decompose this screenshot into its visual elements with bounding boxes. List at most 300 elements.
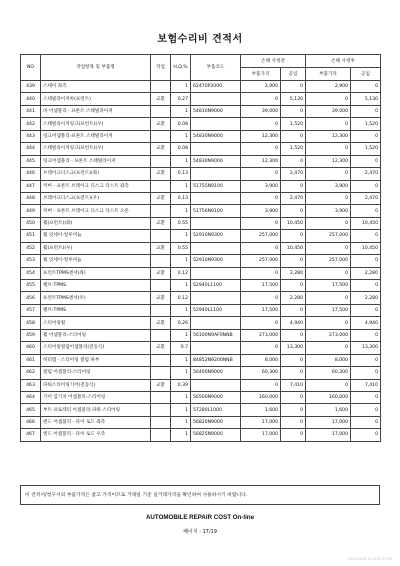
cell-code xyxy=(191,143,241,155)
cell-bl: 2,470 xyxy=(281,192,306,204)
cell-bp: 2,900 xyxy=(241,81,281,93)
cell-no: 448 xyxy=(21,192,41,204)
cell-bp: 12,300 xyxy=(241,130,281,142)
cell-no: 461 xyxy=(21,354,41,366)
table-row xyxy=(21,118,381,130)
cell-bl: 7,410 xyxy=(281,379,306,391)
cell-action: 교환 xyxy=(151,143,171,155)
table-row xyxy=(21,180,381,192)
cell-ap: 17,500 xyxy=(306,304,351,316)
cell-action: 교환 xyxy=(151,93,171,105)
cell-hq: 1 xyxy=(171,180,191,192)
footer-title: AUTOMOBILE REPAIR COST On-line xyxy=(145,514,255,521)
table-row xyxy=(21,367,381,379)
table-row xyxy=(21,267,381,279)
cell-name: 스티어링컬럼어셈블리(전동식) xyxy=(41,342,151,354)
estimate-table xyxy=(20,54,381,442)
cell-hq: 1 xyxy=(171,329,191,341)
table-row xyxy=(21,255,381,267)
cell-action: 교환 xyxy=(151,379,171,391)
cell-bl: 2,280 xyxy=(281,292,306,304)
cell-bp: 0 xyxy=(241,317,281,329)
cell-code: 52940L1100 xyxy=(191,304,241,316)
cell-bp: 0 xyxy=(241,242,281,254)
cell-ap: 8,000 xyxy=(306,354,351,366)
cell-ap: 2,900 xyxy=(306,81,351,93)
cell-bl: 10,450 xyxy=(281,217,306,229)
cell-no: 444 xyxy=(21,143,41,155)
cell-hq: 0.12 xyxy=(171,292,191,304)
cell-hq: 0.26 xyxy=(171,317,191,329)
cell-bp: 257,000 xyxy=(241,255,281,267)
cell-hq: 1 xyxy=(171,304,191,316)
cell-action: 교환 xyxy=(151,267,171,279)
cell-no: 443 xyxy=(21,130,41,142)
cell-no: 449 xyxy=(21,205,41,217)
cell-ap: 3,900 xyxy=(306,180,351,192)
cell-no: 452 xyxy=(21,242,41,254)
cell-al: 0 xyxy=(351,367,381,379)
cell-code: 52910N9300 xyxy=(191,230,241,242)
cell-bp: 1,600 xyxy=(241,404,281,416)
cell-ap: 0 xyxy=(306,242,351,254)
cell-name: 엔드 어셈블리 - 타이 로드 우측 xyxy=(41,429,151,441)
cell-ap: 1,600 xyxy=(306,404,351,416)
cell-name: 커버 - 프론트 브레이크 디스크 더스트 좌측 xyxy=(41,180,151,192)
cell-action xyxy=(151,429,171,441)
table-row xyxy=(21,304,381,316)
cell-al: 0 xyxy=(351,416,381,428)
cell-al: 2,280 xyxy=(351,267,381,279)
cell-bl: 0 xyxy=(281,81,306,93)
cell-bl: 0 xyxy=(281,354,306,366)
cell-bp: 0 xyxy=(241,192,281,204)
cell-al: 0 xyxy=(351,81,381,93)
cell-al: 0 xyxy=(351,180,381,192)
cell-code: 57280L1000 xyxy=(191,404,241,416)
cell-al: 10,450 xyxy=(351,217,381,229)
cell-bl: 0 xyxy=(281,180,306,192)
cell-hq: 0.55 xyxy=(171,217,191,229)
cell-name: 브레이크디스크(프런트)(우) xyxy=(41,192,151,204)
header-before-assessment: 손해 사정전 xyxy=(241,55,306,68)
cell-al: 2,280 xyxy=(351,292,381,304)
cell-no: 447 xyxy=(21,180,41,192)
cell-ap: 3,900 xyxy=(306,205,351,217)
cell-bp: 160,000 xyxy=(241,391,281,403)
cell-hq: 0.55 xyxy=(171,242,191,254)
cell-ap: 0 xyxy=(306,168,351,180)
cell-no: 459 xyxy=(21,329,41,341)
cell-ap: 0 xyxy=(306,192,351,204)
cell-bl: 10,450 xyxy=(281,242,306,254)
cell-name: 프런트TPMS센서(좌) xyxy=(41,267,151,279)
table-row xyxy=(21,217,381,229)
cell-ap: 257,000 xyxy=(306,230,351,242)
cell-code: 62470P2000 xyxy=(191,81,241,93)
cell-name: 스테이 좌측 xyxy=(41,81,151,93)
table-row xyxy=(21,354,381,366)
cell-code: 56500N9000 xyxy=(191,391,241,403)
cell-code: 56825N9000 xyxy=(191,429,241,441)
cell-action: 교환 xyxy=(151,317,171,329)
cell-code: 52910N9300 xyxy=(191,255,241,267)
cell-hq: 1 xyxy=(171,367,191,379)
cell-code xyxy=(191,118,241,130)
cell-no: 462 xyxy=(21,367,41,379)
cell-name: 스티어링휠 xyxy=(41,317,151,329)
cell-hq: 0.7 xyxy=(171,342,191,354)
cell-ap: 0 xyxy=(306,342,351,354)
cell-bl: 0 xyxy=(281,155,306,167)
cell-bp: 0 xyxy=(241,292,281,304)
cell-name: 휠 어셈블리-스티어링 xyxy=(41,329,151,341)
cell-bl: 2,280 xyxy=(281,267,306,279)
header-before-labor: 공임 xyxy=(281,68,306,81)
cell-hq: 1 xyxy=(171,155,191,167)
cell-no: 442 xyxy=(21,118,41,130)
header-hqty: H,Q,% xyxy=(171,55,191,81)
header-after-labor: 공임 xyxy=(351,68,381,81)
header-no: NO xyxy=(21,55,41,81)
cell-no: 460 xyxy=(21,342,41,354)
cell-bl: 1,520 xyxy=(281,118,306,130)
cell-bl: 0 xyxy=(281,230,306,242)
cell-action xyxy=(151,130,171,142)
cell-bp: 0 xyxy=(241,93,281,105)
cell-bp: 0 xyxy=(241,267,281,279)
table-row xyxy=(21,317,381,329)
cell-ap: 0 xyxy=(306,143,351,155)
cell-action: 교환 xyxy=(151,168,171,180)
cell-name: 링크어셈블리 - 프론트 스태빌라이저 xyxy=(41,155,151,167)
cell-code xyxy=(191,342,241,354)
cell-hq: 1 xyxy=(171,105,191,117)
cell-al: 0 xyxy=(351,329,381,341)
cell-hq: 0.27 xyxy=(171,93,191,105)
cell-hq: 1 xyxy=(171,429,191,441)
cell-al: 0 xyxy=(351,429,381,441)
cell-code: 54810N9000 xyxy=(191,105,241,117)
cell-ap: 60,300 xyxy=(306,367,351,379)
cell-name: 스테빌라이저바(프런트) xyxy=(41,93,151,105)
cell-code xyxy=(191,217,241,229)
cell-action xyxy=(151,180,171,192)
cell-bp: 0 xyxy=(241,118,281,130)
cell-bl: 5,130 xyxy=(281,93,306,105)
cell-code: 84852N9200NNB xyxy=(191,354,241,366)
cell-ap: 0 xyxy=(306,93,351,105)
cell-bp: 273,000 xyxy=(241,329,281,341)
cell-code xyxy=(191,379,241,391)
cell-bl: 0 xyxy=(281,205,306,217)
table-row xyxy=(21,130,381,142)
cell-name: 파워스티어링기어(전동식) xyxy=(41,379,151,391)
cell-al: 0 xyxy=(351,404,381,416)
cell-action: 교환 xyxy=(151,292,171,304)
cell-bp: 0 xyxy=(241,342,281,354)
table-row xyxy=(21,143,381,155)
cell-no: 454 xyxy=(21,267,41,279)
cell-action xyxy=(151,329,171,341)
cell-hq: 0.39 xyxy=(171,379,191,391)
cell-name: 휠 잇세이-알루미늄 xyxy=(41,230,151,242)
cell-ap: 39,000 xyxy=(306,105,351,117)
cell-name: 휠(프런트)(좌) xyxy=(41,217,151,229)
cell-name: 밸브-TPMS xyxy=(41,280,151,292)
cell-ap: 257,000 xyxy=(306,255,351,267)
cell-action: 교환 xyxy=(151,118,171,130)
cell-name: 링크어셈블리-프론트 스태빌라이저 xyxy=(41,130,151,142)
cell-name: 커버 - 프론트 브레이크 디스크 더스트 오른 xyxy=(41,205,151,217)
header-after-assessment: 손해 사정후 xyxy=(306,55,381,68)
cell-name: 휠(프런트)(우) xyxy=(41,242,151,254)
cell-hq: 1 xyxy=(171,416,191,428)
cell-name: 브레이크디스크(프런트)(좌) xyxy=(41,168,151,180)
cell-action xyxy=(151,255,171,267)
cell-al: 0 xyxy=(351,280,381,292)
cell-code: 54830N9000 xyxy=(191,155,241,167)
cell-no: 450 xyxy=(21,217,41,229)
cell-no: 456 xyxy=(21,292,41,304)
page-title: 보험수리비 견적서 xyxy=(157,34,243,45)
cell-bp: 12,300 xyxy=(241,155,281,167)
cell-bp: 8,000 xyxy=(241,354,281,366)
cell-al: 1,520 xyxy=(351,143,381,155)
table-row xyxy=(21,81,381,93)
header-after-parts-price: 부품가격 xyxy=(306,68,351,81)
cell-no: 446 xyxy=(21,168,41,180)
cell-bl: 0 xyxy=(281,280,306,292)
cell-no: 451 xyxy=(21,230,41,242)
cell-no: 439 xyxy=(21,81,41,93)
table-row xyxy=(21,93,381,105)
cell-ap: 0 xyxy=(306,267,351,279)
cell-action xyxy=(151,81,171,93)
cell-no: 455 xyxy=(21,280,41,292)
cell-al: 0 xyxy=(351,391,381,403)
page-number: 페이지 : 17/19 xyxy=(183,529,217,535)
cell-bp: 17,000 xyxy=(241,429,281,441)
cell-hq: 1 xyxy=(171,230,191,242)
table-row xyxy=(21,391,381,403)
cell-code: 56400N9000 xyxy=(191,367,241,379)
cell-code: 56820N9000 xyxy=(191,416,241,428)
cell-code: 52940L1100 xyxy=(191,280,241,292)
cell-action xyxy=(151,354,171,366)
table-row xyxy=(21,105,381,117)
cell-action xyxy=(151,404,171,416)
cell-name: 부트 프로텍터 어셈블리-파워 스티어링 xyxy=(41,404,151,416)
table-row xyxy=(21,292,381,304)
cell-al: 2,470 xyxy=(351,192,381,204)
cell-al: 0 xyxy=(351,205,381,217)
table-row xyxy=(21,429,381,441)
cell-action xyxy=(151,280,171,292)
cell-bl: 2,470 xyxy=(281,168,306,180)
cell-hq: 1 xyxy=(171,391,191,403)
cell-al: 0 xyxy=(351,130,381,142)
cell-code xyxy=(191,168,241,180)
cell-ap: 273,000 xyxy=(306,329,351,341)
cell-action: 교환 xyxy=(151,217,171,229)
table-row xyxy=(21,242,381,254)
cell-action: 교환 xyxy=(151,192,171,204)
cell-ap: 12,300 xyxy=(306,130,351,142)
cell-bp: 0 xyxy=(241,143,281,155)
cell-ap: 17,000 xyxy=(306,429,351,441)
cell-bp: 60,300 xyxy=(241,367,281,379)
cell-action xyxy=(151,367,171,379)
cell-no: 466 xyxy=(21,416,41,428)
cell-code: 51755N9100 xyxy=(191,180,241,192)
cell-name: 프런트TPMS센서(우) xyxy=(41,292,151,304)
table-row xyxy=(21,280,381,292)
table-row xyxy=(21,168,381,180)
header-before-parts-price: 부품가격 xyxy=(241,68,281,81)
cell-no: 441 xyxy=(21,105,41,117)
cell-al: 10,450 xyxy=(351,242,381,254)
cell-ap: 17,000 xyxy=(306,416,351,428)
cell-code xyxy=(191,192,241,204)
cell-code: 51756N9100 xyxy=(191,205,241,217)
cell-hq: 0.08 xyxy=(171,118,191,130)
cell-bl: 1,520 xyxy=(281,143,306,155)
cell-no: 463 xyxy=(21,379,41,391)
cell-action xyxy=(151,304,171,316)
cell-al: 0 xyxy=(351,105,381,117)
cell-bl: 0 xyxy=(281,105,306,117)
cell-action: 교환 xyxy=(151,342,171,354)
cell-bp: 39,000 xyxy=(241,105,281,117)
cell-action xyxy=(151,155,171,167)
cell-bl: 0 xyxy=(281,404,306,416)
cell-ap: 0 xyxy=(306,379,351,391)
cell-name: 휠 잇세이-알루미늄 xyxy=(41,255,151,267)
cell-action xyxy=(151,105,171,117)
cell-no: 445 xyxy=(21,155,41,167)
cell-bl: 0 xyxy=(281,130,306,142)
cell-name: 컬럼 어셈블리-스티어링 xyxy=(41,367,151,379)
cell-hq: 1 xyxy=(171,280,191,292)
cell-no: 440 xyxy=(21,93,41,105)
cell-action xyxy=(151,205,171,217)
cell-al: 0 xyxy=(351,304,381,316)
cell-bp: 0 xyxy=(241,379,281,391)
cell-no: 465 xyxy=(21,404,41,416)
cell-hq: 1 xyxy=(171,205,191,217)
cell-hq: 1 xyxy=(171,130,191,142)
cell-bl: 0 xyxy=(281,304,306,316)
table-row xyxy=(21,205,381,217)
cell-ap: 0 xyxy=(306,118,351,130)
cell-code: 54830N9000 xyxy=(191,130,241,142)
price-notice: 이 견적서/청구서의 부품가격은 참고 가격이므로 거래일 기준 실거래가격을 확인하여 사용하시기 바랍니다. xyxy=(20,485,380,505)
cell-al: 1,520 xyxy=(351,118,381,130)
cell-al: 0 xyxy=(351,230,381,242)
table-row xyxy=(21,230,381,242)
table-row xyxy=(21,404,381,416)
cell-ap: 17,500 xyxy=(306,280,351,292)
cell-hq: 0.12 xyxy=(171,267,191,279)
cell-hq: 1 xyxy=(171,255,191,267)
cell-bp: 17,500 xyxy=(241,280,281,292)
table-row xyxy=(21,155,381,167)
cell-name: 히터캡 - 스티어링 컬럼 하부 xyxy=(41,354,151,366)
cell-ap: 0 xyxy=(306,217,351,229)
cell-action: 교환 xyxy=(151,242,171,254)
cell-hq: 1 xyxy=(171,404,191,416)
cell-hq: 1 xyxy=(171,354,191,366)
cell-bp: 3,900 xyxy=(241,205,281,217)
cell-bp: 0 xyxy=(241,217,281,229)
cell-name: 스태빌라이저링크(프런트)(우) xyxy=(41,118,151,130)
table-row xyxy=(21,192,381,204)
table-row xyxy=(21,329,381,341)
cell-code xyxy=(191,242,241,254)
cell-al: 4,940 xyxy=(351,317,381,329)
table-row xyxy=(21,342,381,354)
cell-al: 0 xyxy=(351,155,381,167)
cell-hq: 0.13 xyxy=(171,168,191,180)
cell-action xyxy=(151,416,171,428)
cell-bl: 0 xyxy=(281,255,306,267)
cell-bl: 13,300 xyxy=(281,342,306,354)
cell-no: 453 xyxy=(21,255,41,267)
cell-al: 13,300 xyxy=(351,342,381,354)
table-row xyxy=(21,416,381,428)
cell-bl: 0 xyxy=(281,329,306,341)
cell-bl: 0 xyxy=(281,367,306,379)
cell-bl: 0 xyxy=(281,416,306,428)
cell-hq: 0.13 xyxy=(171,192,191,204)
cell-name: 바 어셈블리 - 프론트 스태빌라이저 xyxy=(41,105,151,117)
cell-hq: 0.08 xyxy=(171,143,191,155)
cell-name: 엔드 어셈블리 - 타이 로드 좌측 xyxy=(41,416,151,428)
cell-code: 56100N9AF0NNB xyxy=(191,329,241,341)
cell-action xyxy=(151,391,171,403)
cell-no: 467 xyxy=(21,429,41,441)
cell-bp: 17,000 xyxy=(241,416,281,428)
header-work-item: 작업항목 및 부품명 xyxy=(41,55,151,81)
header-action: 작업 xyxy=(151,55,171,81)
cell-bl: 4,940 xyxy=(281,317,306,329)
cell-bp: 257,000 xyxy=(241,230,281,242)
cell-code xyxy=(191,292,241,304)
cell-hq: 1 xyxy=(171,81,191,93)
cell-bp: 0 xyxy=(241,168,281,180)
cell-action xyxy=(151,230,171,242)
cell-ap: 160,000 xyxy=(306,391,351,403)
cell-ap: 0 xyxy=(306,317,351,329)
cell-no: 458 xyxy=(21,317,41,329)
cell-bl: 0 xyxy=(281,391,306,403)
cell-al: 7,410 xyxy=(351,379,381,391)
cell-al: 2,470 xyxy=(351,168,381,180)
cell-no: 464 xyxy=(21,391,41,403)
table-row xyxy=(21,379,381,391)
cell-ap: 12,300 xyxy=(306,155,351,167)
cell-bp: 3,900 xyxy=(241,180,281,192)
cell-bl: 0 xyxy=(281,429,306,441)
cell-code xyxy=(191,267,241,279)
cell-code xyxy=(191,317,241,329)
cell-al: 0 xyxy=(351,354,381,366)
header-part-code: 부품코드 xyxy=(191,55,241,81)
print-stamp: 2024-03-05 11:45:47 07:00 xyxy=(347,557,392,561)
cell-name: 스태빌라이저링크(프런트)(우) xyxy=(41,143,151,155)
cell-bp: 17,500 xyxy=(241,304,281,316)
